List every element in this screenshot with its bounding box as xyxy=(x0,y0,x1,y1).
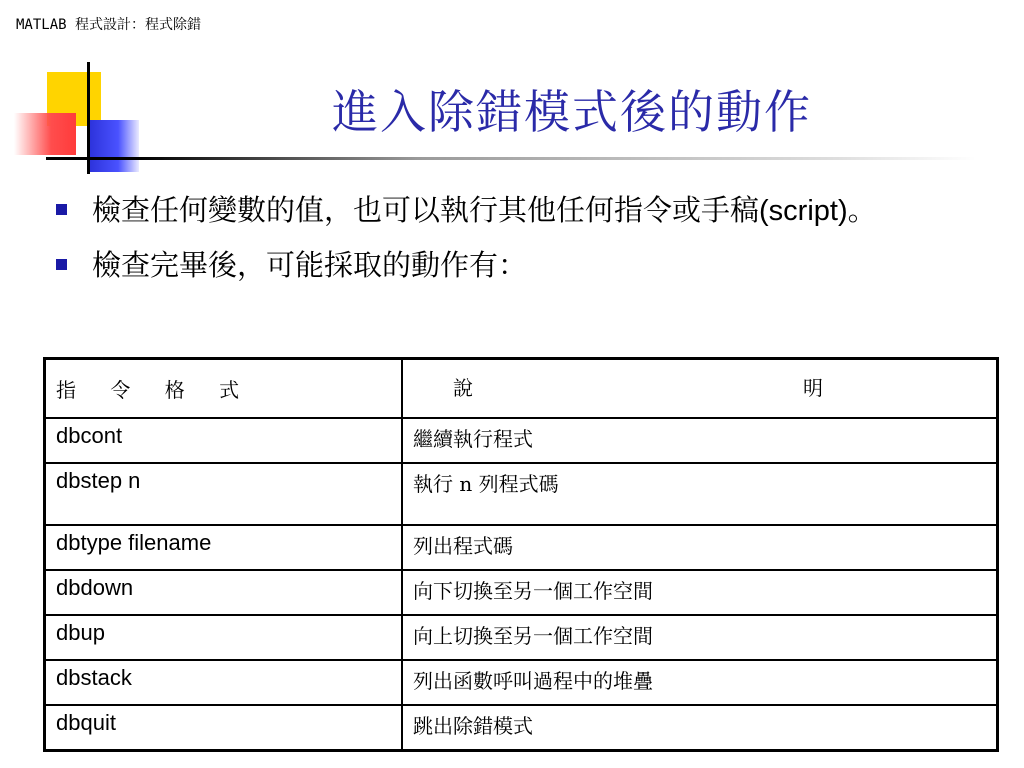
table-row xyxy=(45,418,998,463)
bullet-text: 檢查完畢後，可能採取的動作有： xyxy=(92,248,528,282)
command-cell: dbstack xyxy=(45,660,403,705)
bullet-text-end: 。 xyxy=(847,193,877,227)
slide-header: MATLAB 程式設計：程式除錯 xyxy=(16,17,202,33)
command-cell: dbstep n xyxy=(45,463,403,525)
table-row xyxy=(45,705,998,751)
command-cell: dbtype filename xyxy=(45,525,403,570)
description-cell: 跳出除錯模式 xyxy=(402,705,998,751)
title-underline xyxy=(46,157,976,160)
command-cell: dbcont xyxy=(45,418,403,463)
header-description-part1: 說 xyxy=(453,376,473,400)
description-cell: 向上切換至另一個工作空間 xyxy=(402,615,998,660)
header-description-part2: 明 xyxy=(803,376,823,400)
bullet-list xyxy=(56,188,986,287)
table-row xyxy=(45,463,998,525)
description-cell: 列出程式碼 xyxy=(402,525,998,570)
command-cell: dbdown xyxy=(45,570,403,615)
bullet-item xyxy=(56,243,986,287)
command-table xyxy=(43,357,999,752)
table-header-row xyxy=(45,359,998,419)
table-row xyxy=(45,570,998,615)
table-row xyxy=(45,525,998,570)
description-cell: 繼續執行程式 xyxy=(402,418,998,463)
bullet-text: 檢查任何變數的值，也可以執行其他任何指令或手稿 xyxy=(92,193,760,227)
bullet-item xyxy=(56,188,986,233)
slide-title: 進入除錯模式後的動作 xyxy=(332,85,812,139)
table-row xyxy=(45,660,998,705)
header-description xyxy=(402,359,998,419)
description-cell: 執行 n 列程式碼 xyxy=(402,463,998,525)
description-cell: 向下切換至另一個工作空間 xyxy=(402,570,998,615)
command-cell: dbquit xyxy=(45,705,403,751)
description-cell: 列出函數呼叫過程中的堆疊 xyxy=(402,660,998,705)
square-bullet-icon xyxy=(56,259,67,270)
header-command-format: 指 令 格 式 xyxy=(45,359,403,419)
table-row xyxy=(45,615,998,660)
command-cell: dbup xyxy=(45,615,403,660)
bullet-text-latin: (script) xyxy=(759,195,848,227)
square-bullet-icon xyxy=(56,204,67,215)
